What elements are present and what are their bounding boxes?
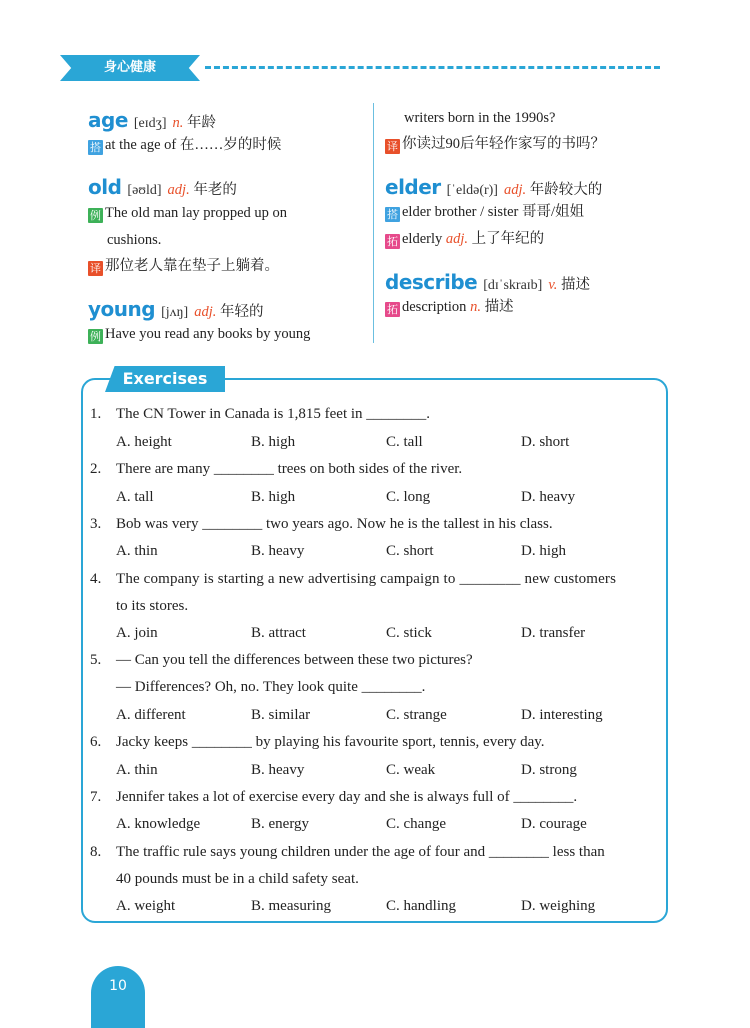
question-1 (90, 404, 665, 424)
option-d: D. high (521, 543, 566, 559)
extension-tag-icon: 拓 (387, 303, 398, 316)
option-c: C. long (386, 489, 431, 505)
page-number: 10 (109, 978, 127, 994)
option-b: B. energy (251, 816, 310, 832)
answer-blank: ________ (213, 461, 274, 477)
vocab-phrase-elder (385, 202, 584, 222)
vocab-translation-young (385, 134, 605, 154)
question-text: Jennifer takes a lot of exercise every day and she is always full of (116, 789, 510, 805)
question-text: The traffic rule says young children under the age of four and (116, 844, 486, 860)
vocab-meaning: 年老的 (193, 182, 237, 198)
example-tag-icon: 例 (90, 330, 101, 343)
vocab-extension-elder (385, 229, 544, 249)
option-b: B. measuring (251, 898, 331, 914)
question-3 (90, 514, 665, 534)
vocab-meaning: 年龄 (187, 115, 217, 131)
exercises-title: Exercises (122, 369, 208, 388)
option-b: B. heavy (251, 543, 305, 559)
option-b: B. similar (251, 707, 311, 723)
option-d: D. heavy (521, 489, 576, 505)
question-text: . (421, 679, 426, 695)
option-c: C. strange (386, 707, 447, 723)
option-b: B. high (251, 489, 296, 505)
option-a: A. thin (116, 543, 158, 559)
vocab-pos: adj. (503, 182, 527, 198)
question-6 (90, 732, 665, 752)
vocab-entry-elder (385, 177, 602, 201)
example-text-cont: cushions. (107, 232, 162, 248)
page-number-tab (91, 966, 145, 1028)
vocab-pos: v. (548, 277, 558, 293)
question-4 (90, 569, 665, 589)
question-number: 5. (90, 652, 102, 668)
example-tag-icon: 例 (90, 209, 101, 222)
vocab-ipa: [eɪdʒ] (133, 116, 167, 131)
question-number: 6. (90, 734, 102, 750)
option-c: C. tall (386, 434, 423, 450)
vocab-ipa: [jʌŋ] (161, 305, 189, 320)
question-text: — Differences? Oh, no. They look quite (116, 679, 358, 695)
vocab-example-old (88, 203, 287, 223)
vocab-entry-young (88, 299, 264, 323)
extension-tag-icon: 拓 (387, 235, 398, 248)
option-b: B. heavy (251, 762, 305, 778)
translation-tag-icon: 译 (387, 140, 398, 153)
answer-blank: ________ (459, 571, 521, 587)
option-a: A. join (116, 625, 158, 641)
option-d: D. transfer (521, 625, 586, 641)
vocab-entry-describe (385, 272, 590, 296)
example-text: Have you read any books by young (105, 326, 311, 342)
translation-text: 你读过90后年轻作家写的书吗？ (402, 136, 605, 152)
option-d: D. courage (521, 816, 587, 832)
option-d: D. short (521, 434, 570, 450)
example-text: The old man lay propped up on (105, 205, 288, 221)
question-5-cont (116, 677, 691, 697)
header-divider (205, 66, 660, 69)
vocab-meaning: 年轻的 (220, 304, 264, 320)
question-4-cont: to its stores. (116, 598, 189, 614)
option-a: A. weight (116, 898, 176, 914)
question-text: new customers (524, 571, 617, 587)
vocab-meaning: 年龄较大的 (529, 182, 603, 198)
vocab-entry-old (88, 177, 237, 201)
question-number: 7. (90, 789, 102, 805)
section-title: 身心健康 (103, 60, 156, 75)
answer-blank: ________ (202, 516, 263, 532)
question-number: 8. (90, 844, 102, 860)
vocab-extension-describe (385, 297, 514, 317)
phrase-text: elder brother / sister 哥哥/姐姐 (402, 204, 585, 220)
translation-tag-icon: 译 (90, 262, 101, 275)
option-d: D. interesting (521, 707, 603, 723)
question-text: The company is starting a new advertising campaign to (116, 571, 456, 587)
vocab-ipa: [ˈeldə(r)] (446, 183, 498, 198)
option-b: B. high (251, 434, 296, 450)
question-text: two years ago. Now he is the tallest in his class. (266, 516, 553, 532)
extension-meaning: 上了年纪的 (471, 231, 545, 247)
question-text: — Can you tell the differences between these two pictures? (116, 652, 473, 668)
question-5 (90, 650, 665, 670)
option-a: A. height (116, 434, 172, 450)
vocab-meaning: 描述 (560, 277, 590, 293)
vocab-word: describe (385, 270, 478, 294)
question-text: There are many (116, 461, 211, 477)
option-c: C. stick (386, 625, 432, 641)
question-text: . (573, 789, 578, 805)
question-number: 1. (90, 406, 102, 422)
collocation-tag-icon: 搭 (387, 208, 398, 221)
vocab-entry-age (88, 110, 216, 134)
option-a: A. tall (116, 489, 154, 505)
question-text: . (426, 406, 431, 422)
answer-blank: ________ (488, 844, 549, 860)
option-a: A. different (116, 707, 186, 723)
question-number: 2. (90, 461, 102, 477)
vocab-word: elder (385, 175, 441, 199)
question-text: Bob was very (116, 516, 199, 532)
question-text: by playing his favourite sport, tennis, every day. (255, 734, 545, 750)
option-d: D. weighing (521, 898, 596, 914)
column-divider (373, 103, 374, 343)
collocation-tag-icon: 搭 (90, 141, 101, 154)
vocab-phrase-age (88, 135, 281, 155)
option-c: C. short (386, 543, 434, 559)
question-text: less than (552, 844, 605, 860)
vocab-word: young (88, 297, 156, 321)
extension-pos: n. (470, 299, 481, 315)
phrase-text: at the age of 在……岁的时候 (105, 137, 282, 153)
vocab-example-young (88, 324, 310, 344)
answer-blank: ________ (513, 789, 574, 805)
option-c: C. change (386, 816, 446, 832)
vocab-word: old (88, 175, 122, 199)
option-d: D. strong (521, 762, 577, 778)
extension-word: elderly (402, 231, 443, 247)
extension-word: description (402, 299, 467, 315)
option-a: A. thin (116, 762, 158, 778)
vocab-ipa: [əʊld] (127, 183, 162, 198)
vocab-translation-old (88, 256, 279, 276)
question-text: Jacky keeps (116, 734, 189, 750)
option-a: A. knowledge (116, 816, 201, 832)
vocab-pos: adj. (194, 304, 217, 320)
translation-text: 那位老人靠在垫子上躺着。 (105, 258, 279, 274)
vocab-pos: adj. (167, 182, 190, 198)
extension-pos: adj. (445, 231, 469, 247)
question-number: 3. (90, 516, 102, 532)
option-b: B. attract (251, 625, 306, 641)
question-text: trees on both sides of the river. (277, 461, 463, 477)
answer-blank: ________ (361, 679, 422, 695)
question-8 (90, 842, 665, 862)
question-7 (90, 787, 665, 807)
answer-blank: ________ (191, 734, 252, 750)
example-text-cont: writers born in the 1990s? (404, 110, 556, 126)
vocab-word: age (88, 108, 128, 132)
question-2 (90, 459, 665, 479)
option-c: C. weak (386, 762, 436, 778)
option-c: C. handling (386, 898, 456, 914)
answer-blank: ________ (366, 406, 427, 422)
extension-meaning: 描述 (484, 299, 514, 315)
vocab-ipa: [dɪˈskraɪb] (483, 278, 543, 293)
vocab-pos: n. (172, 115, 184, 131)
question-text: The CN Tower in Canada is 1,815 feet in (116, 406, 363, 422)
question-8-cont: 40 pounds must be in a child safety seat. (116, 871, 359, 887)
question-number: 4. (90, 571, 102, 587)
